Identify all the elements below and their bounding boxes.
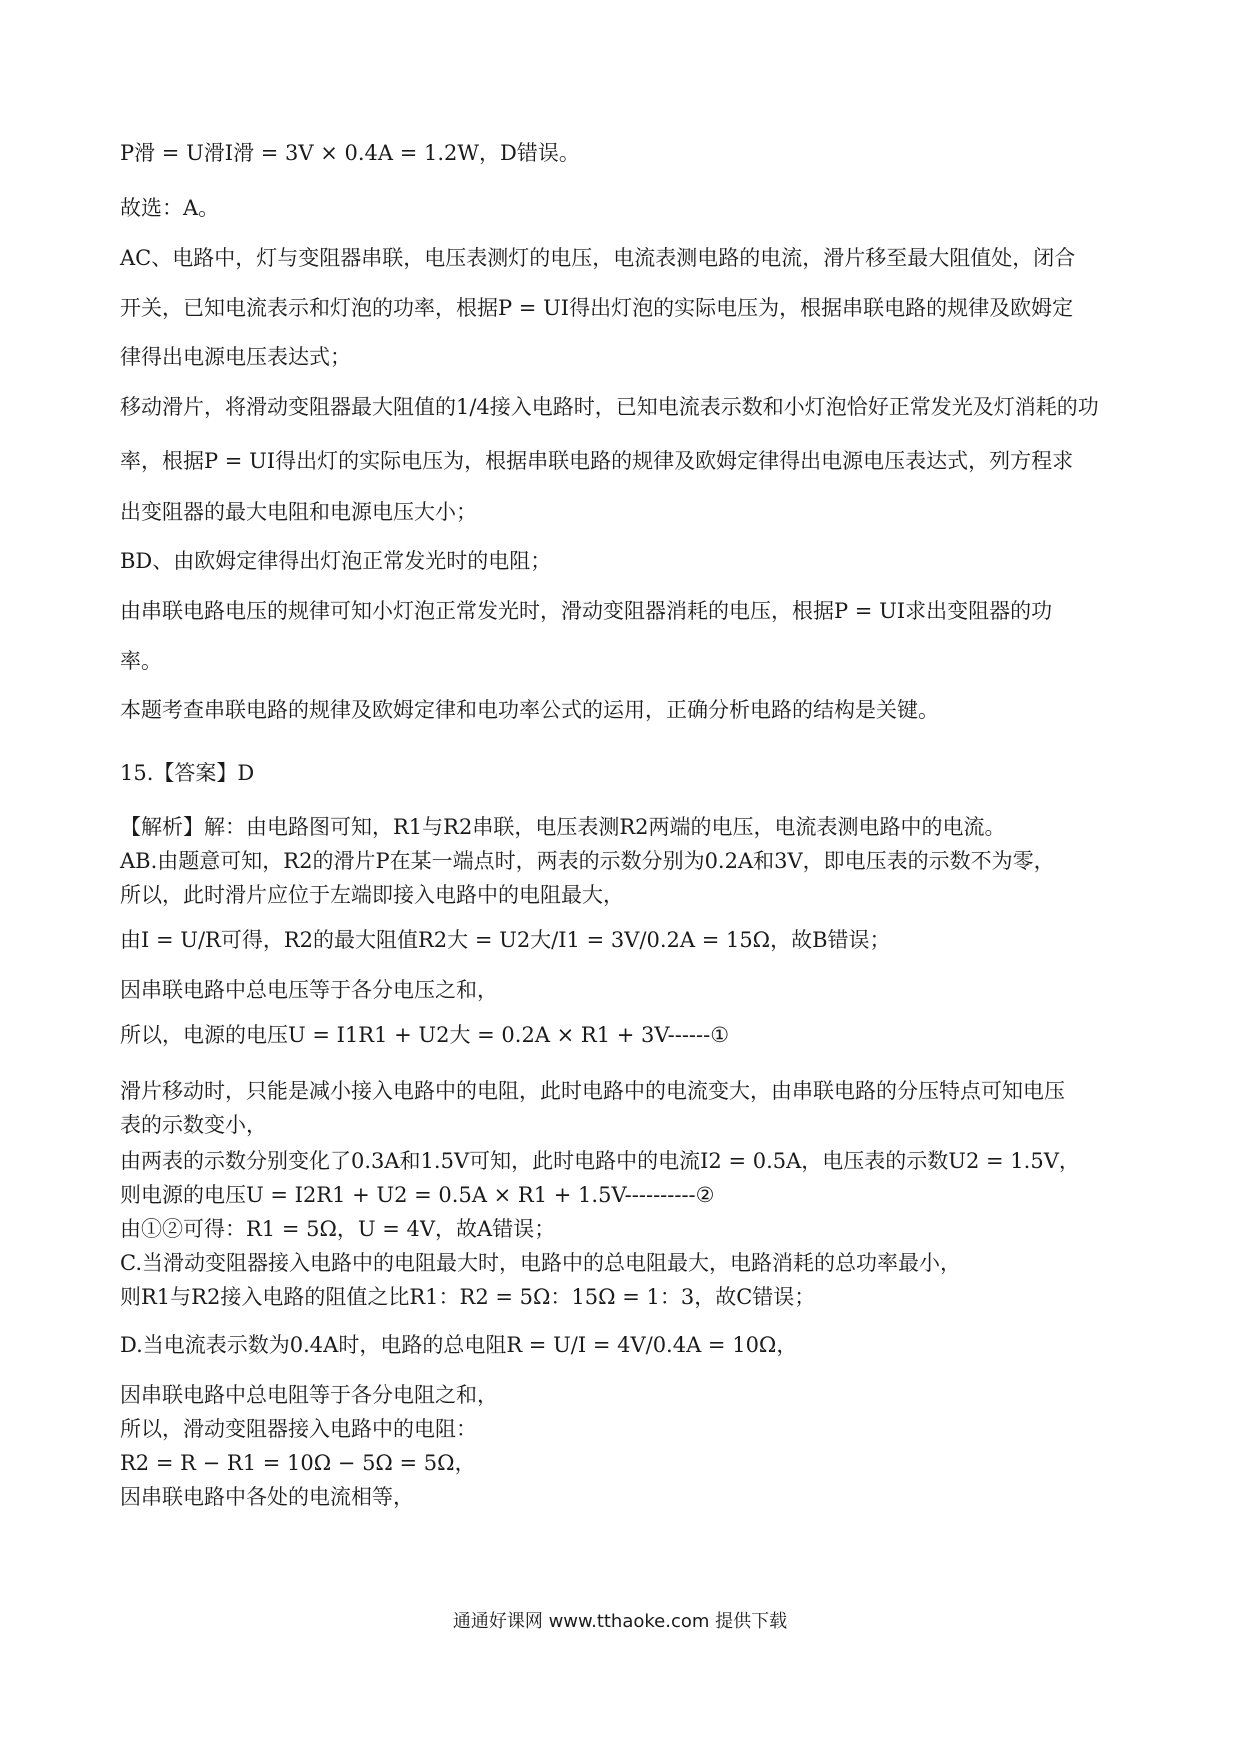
- text-line: C.当滑动变阻器接入电路中的电阻最大时，电路中的总电阻最大，电路消耗的总功率最小，: [120, 1251, 961, 1275]
- text-line: 律得出电源电压表达式；: [120, 345, 351, 369]
- text-line: 15.【答案】D: [120, 761, 255, 785]
- text-line: 所以，滑动变阻器接入电路中的电阻：: [120, 1417, 477, 1441]
- text-line: 因串联电路中总电压等于各分电压之和，: [120, 978, 498, 1002]
- text-line: 由串联电路电压的规律可知小灯泡正常发光时，滑动变阻器消耗的电压，根据P = UI求出变阻器的功: [120, 599, 1053, 623]
- text-line: 则R1与R2接入电路的阻值之比R1：R2 = 5Ω：15Ω = 1：3，故C错误；: [120, 1285, 816, 1309]
- text-line: 由I = U/R可得，R2的最大阻值R2大 = U2大/I1 = 3V/0.2A = 15Ω，故B错误；: [120, 928, 891, 952]
- text-line: D.当电流表示数为0.4A时，电路的总电阻R = U/I = 4V/0.4A = 10Ω，: [120, 1333, 798, 1357]
- text-line: 因串联电路中各处的电流相等，: [120, 1485, 414, 1509]
- text-line: 由两表的示数分别变化了0.3A和1.5V可知，此时电路中的电流I2 = 0.5A，电压表的示数U2 = 1.5V，: [120, 1149, 1080, 1173]
- text-line: 本题考查串联电路的规律及欧姆定律和电功率公式的运用，正确分析电路的结构是关键。: [120, 698, 939, 722]
- page-footer: 通通好课网 www.tthaoke.com 提供下载: [452, 1611, 788, 1632]
- text-line: 故选：A。: [120, 196, 220, 220]
- text-line: 表的示数变小，: [120, 1113, 267, 1137]
- text-line: 开关，已知电流表示和灯泡的功率，根据P = UI得出灯泡的实际电压为，根据串联电路的规律及欧姆定: [120, 296, 1074, 320]
- text-line: 由①②可得：R1 = 5Ω，U = 4V，故A错误；: [120, 1217, 556, 1241]
- text-line: 【解析】解：由电路图可知，R1与R2串联，电压表测R2两端的电压，电流表测电路中的电流。: [120, 815, 1006, 839]
- text-line: 因串联电路中总电阻等于各分电阻之和，: [120, 1383, 498, 1407]
- text-line: P滑 = U滑I滑 = 3V × 0.4A = 1.2W，D错误。: [120, 141, 580, 165]
- text-line: 移动滑片，将滑动变阻器最大阻值的1/4接入电路时，已知电流表示数和小灯泡恰好正常发光及灯消耗的功: [120, 395, 1099, 419]
- text-line: 率，根据P = UI得出灯的实际电压为，根据串联电路的规律及欧姆定律得出电源电压表达式，列方程求: [120, 449, 1074, 473]
- text-line: 率。: [120, 649, 162, 673]
- text-line: 出变阻器的最大电阻和电源电压大小；: [120, 500, 477, 524]
- text-line: BD、由欧姆定律得出灯泡正常发光时的电阻；: [120, 549, 552, 573]
- text-line: 所以，此时滑片应位于左端即接入电路中的电阻最大，: [120, 883, 624, 907]
- text-line: AC、电路中，灯与变阻器串联，电压表测灯的电压，电流表测电路的电流，滑片移至最大阻值处，闭合: [120, 246, 1076, 270]
- text-line: 则电源的电压U = I2R1 + U2 = 0.5A × R1 + 1.5V----------②: [120, 1183, 715, 1207]
- text-line: 所以，电源的电压U = I1R1 + U2大 = 0.2A × R1 + 3V------①: [120, 1023, 730, 1047]
- text-line: AB.由题意可知，R2的滑片P在某一端点时，两表的示数分别为0.2A和3V，即电压表的示数不为零，: [120, 849, 1055, 873]
- text-line: 滑片移动时，只能是减小接入电路中的电阻，此时电路中的电流变大，由串联电路的分压特点可知电压: [120, 1079, 1065, 1103]
- text-line: R2 = R − R1 = 10Ω − 5Ω = 5Ω，: [120, 1451, 476, 1475]
